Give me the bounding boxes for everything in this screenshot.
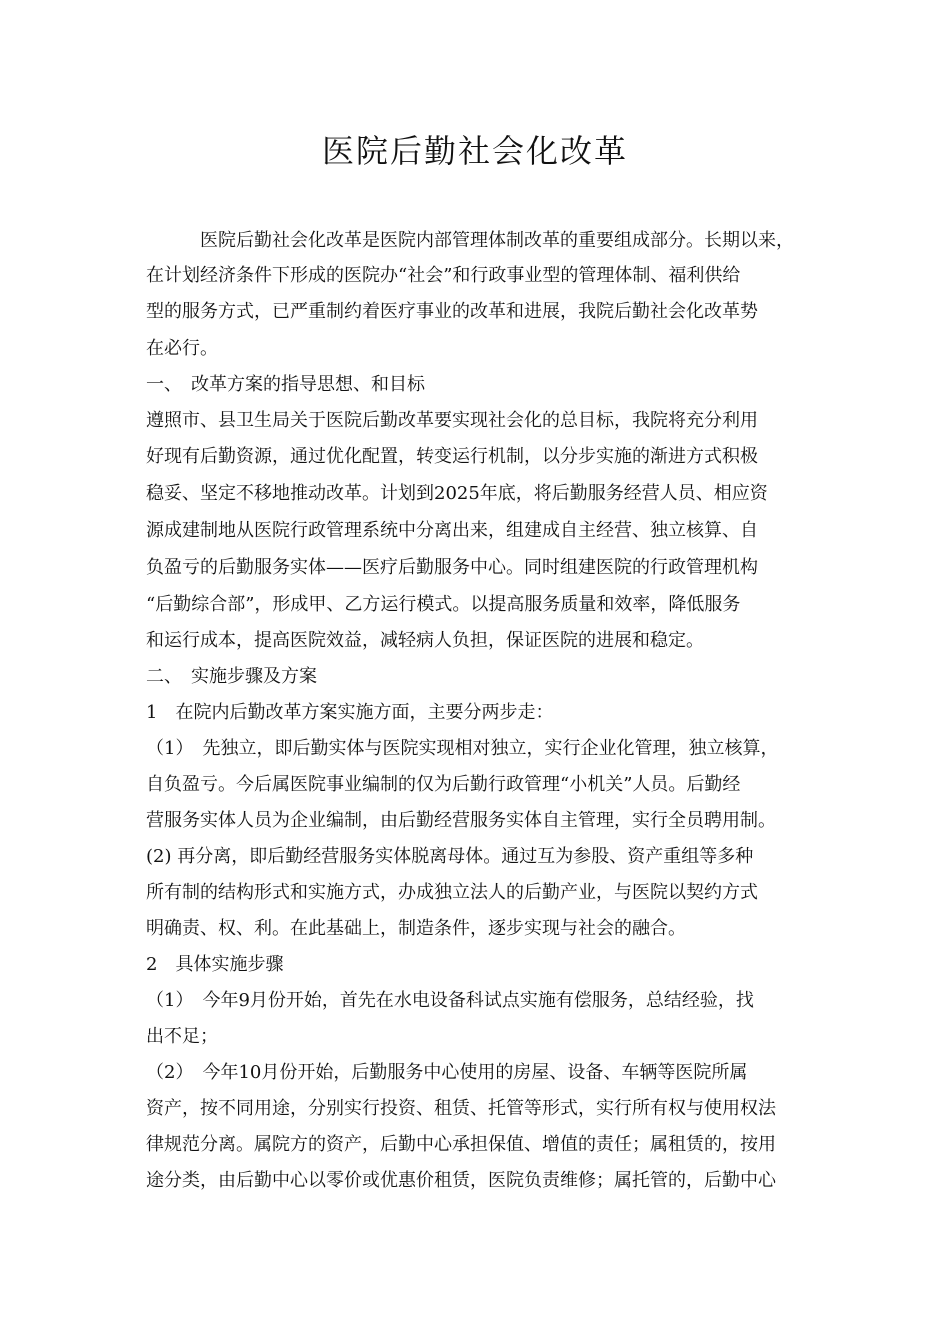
subsection-heading: 2 具体实施步骤	[146, 954, 284, 975]
paragraph-line: 在计划经济条件下形成的医院办“社会”和行政事业型的管理体制、福利供给	[146, 265, 741, 286]
paragraph-line: 稳妥、坚定不移地推动改革。计划到2025年底，将后勤服务经营人员、相应资	[146, 483, 768, 504]
subsection-heading: 1 在院内后勤改革方案实施方面，主要分两步走：	[146, 702, 554, 723]
paragraph-line: 遵照市、县卫生局关于医院后勤改革要实现社会化的总目标，我院将充分利用	[146, 410, 758, 431]
section-heading: 一、 改革方案的指导思想、和目标	[146, 374, 425, 395]
paragraph-line: （2） 今年10月份开始，后勤服务中心使用的房屋、设备、车辆等医院所属	[146, 1062, 748, 1083]
paragraph-line: 在必行。	[146, 338, 218, 359]
paragraph-line: 所有制的结构形式和实施方式，办成独立法人的后勤产业，与医院以契约方式	[146, 882, 758, 903]
paragraph-line: 途分类，由后勤中心以零价或优惠价租赁，医院负责维修；属托管的，后勤中心	[146, 1170, 776, 1191]
paragraph-line: 明确责、权、利。在此基础上，制造条件，逐步实现与社会的融合。	[146, 918, 686, 939]
paragraph-line: （1） 先独立，即后勤实体与医院实现相对独立，实行企业化管理，独立核算，	[146, 738, 779, 759]
paragraph-line: (2) 再分离，即后勤经营服务实体脱离母体。通过互为参股、资产重组等多种	[146, 846, 754, 867]
paragraph-line: 出不足；	[146, 1026, 218, 1047]
paragraph-line: 和运行成本，提高医院效益，减轻病人负担，保证医院的进展和稳定。	[146, 630, 704, 651]
paragraph-line: 好现有后勤资源，通过优化配置，转变运行机制，以分步实施的渐进方式积极	[146, 446, 758, 467]
paragraph-line: 医院后勤社会化改革是医院内部管理体制改革的重要组成部分。长期以来，	[146, 230, 794, 251]
paragraph-line: 资产，按不同用途，分别实行投资、租赁、托管等形式，实行所有权与使用权法	[146, 1098, 776, 1119]
paragraph-line: “后勤综合部”，形成甲、乙方运行模式。以提高服务质量和效率，降低服务	[146, 594, 741, 615]
paragraph-line: （1） 今年9月份开始，首先在水电设备科试点实施有偿服务，总结经验，找	[146, 990, 754, 1011]
document-title: 医院后勤社会化改革	[321, 132, 628, 170]
paragraph-line: 营服务实体人员为企业编制，由后勤经营服务实体自主管理，实行全员聘用制。	[146, 810, 776, 831]
paragraph-line: 自负盈亏。今后属医院事业编制的仅为后勤行政管理“小机关”人员。后勤经	[146, 774, 741, 795]
paragraph-line: 源成建制地从医院行政管理系统中分离出来，组建成自主经营、独立核算、自	[146, 520, 758, 541]
paragraph-line: 负盈亏的后勤服务实体——医疗后勤服务中心。同时组建医院的行政管理机构	[146, 557, 758, 578]
paragraph-line: 律规范分离。属院方的资产，后勤中心承担保值、增值的责任；属租赁的，按用	[146, 1134, 776, 1155]
paragraph-line: 型的服务方式，已严重制约着医疗事业的改革和进展，我院后勤社会化改革势	[146, 301, 758, 322]
section-heading: 二、 实施步骤及方案	[146, 666, 317, 687]
